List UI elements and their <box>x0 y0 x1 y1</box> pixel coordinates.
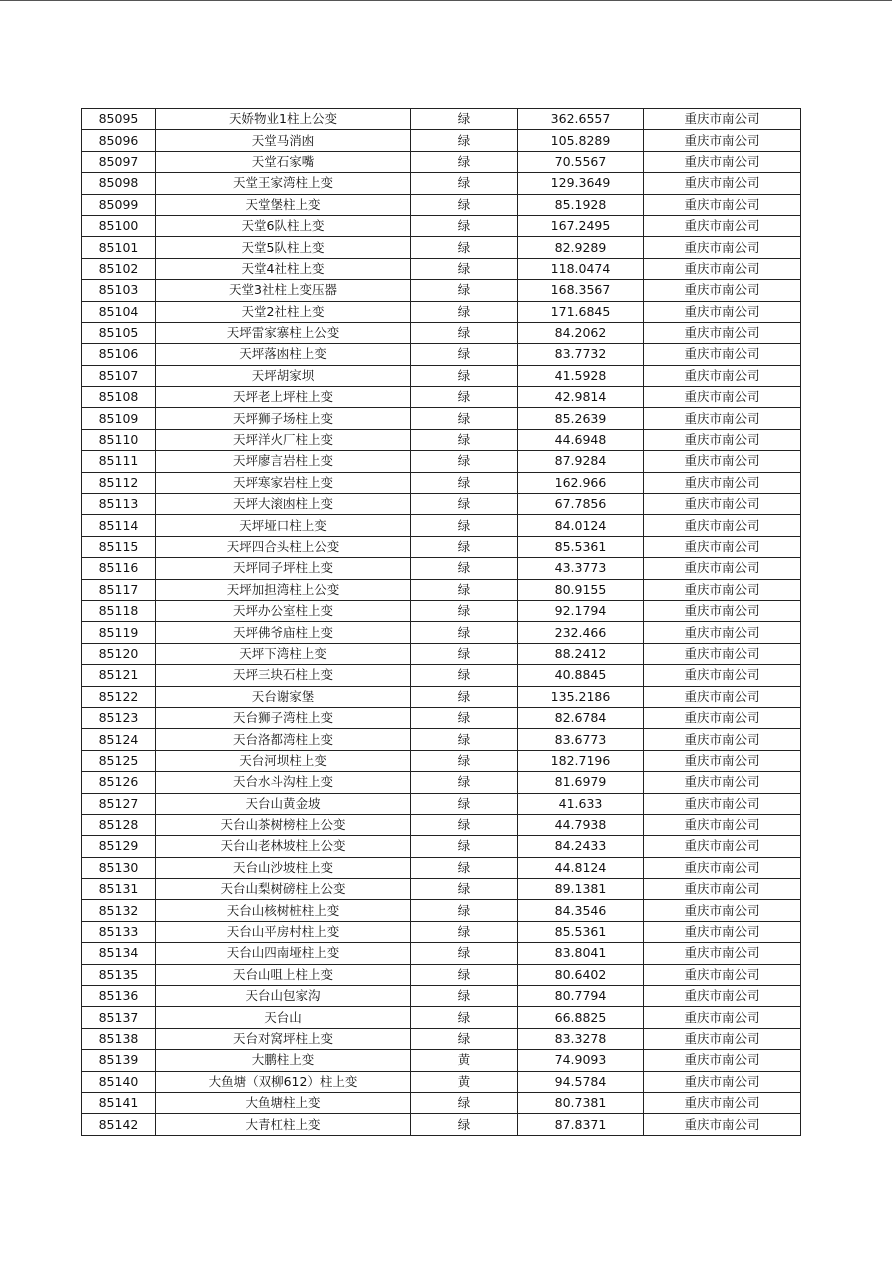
table-row <box>82 451 801 472</box>
color-code-cell: 绿 <box>411 622 518 643</box>
value-cell: 84.2062 <box>518 322 644 343</box>
company-cell: 重庆市南公司 <box>644 622 801 643</box>
id-cell: 85127 <box>82 793 156 814</box>
company-cell: 重庆市南公司 <box>644 707 801 728</box>
table-row <box>82 579 801 600</box>
color-code-cell: 绿 <box>411 109 518 130</box>
color-code-cell: 绿 <box>411 429 518 450</box>
company-cell: 重庆市南公司 <box>644 258 801 279</box>
id-cell: 85124 <box>82 729 156 750</box>
name-cell: 天堂3社柱上变压器 <box>156 280 411 301</box>
table-row <box>82 686 801 707</box>
table-row <box>82 750 801 771</box>
table-row <box>82 194 801 215</box>
name-cell: 大青杠柱上变 <box>156 1114 411 1135</box>
table-row <box>82 814 801 835</box>
id-cell: 85134 <box>82 943 156 964</box>
company-cell: 重庆市南公司 <box>644 472 801 493</box>
id-cell: 85141 <box>82 1092 156 1113</box>
table-row <box>82 215 801 236</box>
company-cell: 重庆市南公司 <box>644 600 801 621</box>
color-code-cell: 黄 <box>411 1071 518 1092</box>
name-cell: 天坪廖言岩柱上变 <box>156 451 411 472</box>
table-row <box>82 1092 801 1113</box>
company-cell: 重庆市南公司 <box>644 921 801 942</box>
color-code-cell: 绿 <box>411 1028 518 1049</box>
color-code-cell: 绿 <box>411 729 518 750</box>
company-cell: 重庆市南公司 <box>644 429 801 450</box>
table-row <box>82 857 801 878</box>
name-cell: 天台山平房村柱上变 <box>156 921 411 942</box>
value-cell: 82.9289 <box>518 237 644 258</box>
color-code-cell: 绿 <box>411 536 518 557</box>
company-cell: 重庆市南公司 <box>644 237 801 258</box>
company-cell: 重庆市南公司 <box>644 579 801 600</box>
name-cell: 天坪四合头柱上公变 <box>156 536 411 557</box>
value-cell: 162.966 <box>518 472 644 493</box>
table-row <box>82 665 801 686</box>
name-cell: 天坪狮子场柱上变 <box>156 408 411 429</box>
table-row <box>82 344 801 365</box>
id-cell: 85136 <box>82 986 156 1007</box>
id-cell: 85135 <box>82 964 156 985</box>
company-cell: 重庆市南公司 <box>644 280 801 301</box>
id-cell: 85123 <box>82 707 156 728</box>
name-cell: 大鹏柱上变 <box>156 1050 411 1071</box>
company-cell: 重庆市南公司 <box>644 793 801 814</box>
value-cell: 168.3567 <box>518 280 644 301</box>
id-cell: 85105 <box>82 322 156 343</box>
table-row <box>82 429 801 450</box>
name-cell: 天坪垭口柱上变 <box>156 515 411 536</box>
color-code-cell: 绿 <box>411 836 518 857</box>
company-cell: 重庆市南公司 <box>644 515 801 536</box>
company-cell: 重庆市南公司 <box>644 1071 801 1092</box>
company-cell: 重庆市南公司 <box>644 1028 801 1049</box>
id-cell: 85112 <box>82 472 156 493</box>
id-cell: 85133 <box>82 921 156 942</box>
color-code-cell: 绿 <box>411 451 518 472</box>
color-code-cell: 绿 <box>411 237 518 258</box>
value-cell: 41.5928 <box>518 365 644 386</box>
id-cell: 85137 <box>82 1007 156 1028</box>
name-cell: 天坪同子坪柱上变 <box>156 558 411 579</box>
company-cell: 重庆市南公司 <box>644 943 801 964</box>
id-cell: 85115 <box>82 536 156 557</box>
value-cell: 105.8289 <box>518 130 644 151</box>
color-code-cell: 绿 <box>411 344 518 365</box>
company-cell: 重庆市南公司 <box>644 215 801 236</box>
color-code-cell: 绿 <box>411 301 518 322</box>
table-row <box>82 301 801 322</box>
value-cell: 232.466 <box>518 622 644 643</box>
table-row <box>82 793 801 814</box>
id-cell: 85131 <box>82 879 156 900</box>
color-code-cell: 绿 <box>411 173 518 194</box>
color-code-cell: 绿 <box>411 750 518 771</box>
id-cell: 85132 <box>82 900 156 921</box>
table-row <box>82 258 801 279</box>
name-cell: 天台山梨树磅柱上公变 <box>156 879 411 900</box>
color-code-cell: 绿 <box>411 1114 518 1135</box>
company-cell: 重庆市南公司 <box>644 665 801 686</box>
id-cell: 85126 <box>82 772 156 793</box>
table-row <box>82 986 801 1007</box>
company-cell: 重庆市南公司 <box>644 836 801 857</box>
name-cell: 天台水斗沟柱上变 <box>156 772 411 793</box>
name-cell: 天坪佛爷庙柱上变 <box>156 622 411 643</box>
id-cell: 85118 <box>82 600 156 621</box>
table-row <box>82 472 801 493</box>
color-code-cell: 绿 <box>411 494 518 515</box>
name-cell: 天堂6队柱上变 <box>156 215 411 236</box>
company-cell: 重庆市南公司 <box>644 194 801 215</box>
company-cell: 重庆市南公司 <box>644 130 801 151</box>
table-row <box>82 643 801 664</box>
value-cell: 362.6557 <box>518 109 644 130</box>
value-cell: 84.2433 <box>518 836 644 857</box>
value-cell: 41.633 <box>518 793 644 814</box>
value-cell: 171.6845 <box>518 301 644 322</box>
name-cell: 天台山包家沟 <box>156 986 411 1007</box>
id-cell: 85107 <box>82 365 156 386</box>
company-cell: 重庆市南公司 <box>644 451 801 472</box>
table-row <box>82 173 801 194</box>
name-cell: 天堂王家湾柱上变 <box>156 173 411 194</box>
value-cell: 80.6402 <box>518 964 644 985</box>
table-row <box>82 237 801 258</box>
value-cell: 85.2639 <box>518 408 644 429</box>
id-cell: 85110 <box>82 429 156 450</box>
value-cell: 182.7196 <box>518 750 644 771</box>
value-cell: 82.6784 <box>518 707 644 728</box>
value-cell: 42.9814 <box>518 387 644 408</box>
name-cell: 天台山老林坡柱上公变 <box>156 836 411 857</box>
value-cell: 40.8845 <box>518 665 644 686</box>
color-code-cell: 绿 <box>411 365 518 386</box>
color-code-cell: 绿 <box>411 643 518 664</box>
company-cell: 重庆市南公司 <box>644 1050 801 1071</box>
color-code-cell: 绿 <box>411 600 518 621</box>
table-row <box>82 1028 801 1049</box>
name-cell: 天坪寒家岩柱上变 <box>156 472 411 493</box>
name-cell: 天台山咀上柱上变 <box>156 964 411 985</box>
value-cell: 135.2186 <box>518 686 644 707</box>
company-cell: 重庆市南公司 <box>644 857 801 878</box>
company-cell: 重庆市南公司 <box>644 964 801 985</box>
color-code-cell: 绿 <box>411 707 518 728</box>
table-row <box>82 536 801 557</box>
id-cell: 85129 <box>82 836 156 857</box>
table-row <box>82 622 801 643</box>
name-cell: 天台山四南垭柱上变 <box>156 943 411 964</box>
color-code-cell: 绿 <box>411 387 518 408</box>
id-cell: 85098 <box>82 173 156 194</box>
color-code-cell: 绿 <box>411 194 518 215</box>
id-cell: 85096 <box>82 130 156 151</box>
name-cell: 天台山黄金坡 <box>156 793 411 814</box>
name-cell: 天堂4社柱上变 <box>156 258 411 279</box>
value-cell: 118.0474 <box>518 258 644 279</box>
name-cell: 天坪三块石柱上变 <box>156 665 411 686</box>
value-cell: 43.3773 <box>518 558 644 579</box>
table-row <box>82 1007 801 1028</box>
id-cell: 85122 <box>82 686 156 707</box>
value-cell: 66.8825 <box>518 1007 644 1028</box>
id-cell: 85117 <box>82 579 156 600</box>
table-row <box>82 836 801 857</box>
table-row <box>82 707 801 728</box>
name-cell: 天堂石家嘴 <box>156 151 411 172</box>
table-row <box>82 151 801 172</box>
table-row <box>82 900 801 921</box>
id-cell: 85139 <box>82 1050 156 1071</box>
value-cell: 80.9155 <box>518 579 644 600</box>
color-code-cell: 绿 <box>411 900 518 921</box>
name-cell: 天堂马消凼 <box>156 130 411 151</box>
table-row <box>82 1114 801 1135</box>
name-cell: 天坪胡家坝 <box>156 365 411 386</box>
name-cell: 天台山核树桩柱上变 <box>156 900 411 921</box>
value-cell: 44.6948 <box>518 429 644 450</box>
id-cell: 85121 <box>82 665 156 686</box>
company-cell: 重庆市南公司 <box>644 900 801 921</box>
company-cell: 重庆市南公司 <box>644 1007 801 1028</box>
company-cell: 重庆市南公司 <box>644 536 801 557</box>
table-row <box>82 408 801 429</box>
table-row <box>82 494 801 515</box>
id-cell: 85104 <box>82 301 156 322</box>
color-code-cell: 绿 <box>411 322 518 343</box>
table-row <box>82 1071 801 1092</box>
table-row <box>82 1050 801 1071</box>
color-code-cell: 绿 <box>411 472 518 493</box>
id-cell: 85114 <box>82 515 156 536</box>
id-cell: 85128 <box>82 814 156 835</box>
company-cell: 重庆市南公司 <box>644 558 801 579</box>
company-cell: 重庆市南公司 <box>644 408 801 429</box>
name-cell: 天台洛都湾柱上变 <box>156 729 411 750</box>
value-cell: 83.3278 <box>518 1028 644 1049</box>
name-cell: 天台狮子湾柱上变 <box>156 707 411 728</box>
value-cell: 80.7381 <box>518 1092 644 1113</box>
id-cell: 85116 <box>82 558 156 579</box>
company-cell: 重庆市南公司 <box>644 643 801 664</box>
table-row <box>82 879 801 900</box>
id-cell: 85130 <box>82 857 156 878</box>
id-cell: 85101 <box>82 237 156 258</box>
company-cell: 重庆市南公司 <box>644 1114 801 1135</box>
company-cell: 重庆市南公司 <box>644 151 801 172</box>
page-top-border <box>0 0 892 1</box>
table-row <box>82 600 801 621</box>
table-body <box>82 109 801 1136</box>
value-cell: 129.3649 <box>518 173 644 194</box>
color-code-cell: 绿 <box>411 665 518 686</box>
value-cell: 85.5361 <box>518 536 644 557</box>
id-cell: 85106 <box>82 344 156 365</box>
table-row <box>82 921 801 942</box>
color-code-cell: 绿 <box>411 814 518 835</box>
color-code-cell: 绿 <box>411 793 518 814</box>
color-code-cell: 绿 <box>411 515 518 536</box>
company-cell: 重庆市南公司 <box>644 494 801 515</box>
company-cell: 重庆市南公司 <box>644 173 801 194</box>
color-code-cell: 绿 <box>411 558 518 579</box>
value-cell: 94.5784 <box>518 1071 644 1092</box>
name-cell: 天台山沙坡柱上变 <box>156 857 411 878</box>
color-code-cell: 绿 <box>411 943 518 964</box>
value-cell: 44.8124 <box>518 857 644 878</box>
company-cell: 重庆市南公司 <box>644 750 801 771</box>
color-code-cell: 绿 <box>411 921 518 942</box>
id-cell: 85142 <box>82 1114 156 1135</box>
value-cell: 83.8041 <box>518 943 644 964</box>
name-cell: 天坪大滚凼柱上变 <box>156 494 411 515</box>
name-cell: 天坪雷家寨柱上公变 <box>156 322 411 343</box>
name-cell: 天台山 <box>156 1007 411 1028</box>
table-row <box>82 365 801 386</box>
name-cell: 天坪办公室柱上变 <box>156 600 411 621</box>
color-code-cell: 绿 <box>411 215 518 236</box>
table-row <box>82 109 801 130</box>
table-row <box>82 387 801 408</box>
id-cell: 85100 <box>82 215 156 236</box>
color-code-cell: 黄 <box>411 1050 518 1071</box>
table-row <box>82 772 801 793</box>
id-cell: 85113 <box>82 494 156 515</box>
value-cell: 44.7938 <box>518 814 644 835</box>
id-cell: 85102 <box>82 258 156 279</box>
color-code-cell: 绿 <box>411 408 518 429</box>
value-cell: 85.1928 <box>518 194 644 215</box>
color-code-cell: 绿 <box>411 986 518 1007</box>
company-cell: 重庆市南公司 <box>644 1092 801 1113</box>
value-cell: 85.5361 <box>518 921 644 942</box>
value-cell: 67.7856 <box>518 494 644 515</box>
name-cell: 天堂堡柱上变 <box>156 194 411 215</box>
name-cell: 天坪落凼柱上变 <box>156 344 411 365</box>
color-code-cell: 绿 <box>411 686 518 707</box>
value-cell: 89.1381 <box>518 879 644 900</box>
id-cell: 85120 <box>82 643 156 664</box>
table-row <box>82 729 801 750</box>
id-cell: 85119 <box>82 622 156 643</box>
value-cell: 84.3546 <box>518 900 644 921</box>
value-cell: 81.6979 <box>518 772 644 793</box>
company-cell: 重庆市南公司 <box>644 365 801 386</box>
name-cell: 天台山茶树榜柱上公变 <box>156 814 411 835</box>
name-cell: 天坪洋火厂柱上变 <box>156 429 411 450</box>
id-cell: 85099 <box>82 194 156 215</box>
id-cell: 85097 <box>82 151 156 172</box>
color-code-cell: 绿 <box>411 1007 518 1028</box>
table-row <box>82 558 801 579</box>
id-cell: 85095 <box>82 109 156 130</box>
value-cell: 70.5567 <box>518 151 644 172</box>
value-cell: 80.7794 <box>518 986 644 1007</box>
name-cell: 天娇物业1柱上公变 <box>156 109 411 130</box>
color-code-cell: 绿 <box>411 879 518 900</box>
company-cell: 重庆市南公司 <box>644 109 801 130</box>
company-cell: 重庆市南公司 <box>644 729 801 750</box>
color-code-cell: 绿 <box>411 857 518 878</box>
id-cell: 85108 <box>82 387 156 408</box>
value-cell: 87.9284 <box>518 451 644 472</box>
color-code-cell: 绿 <box>411 280 518 301</box>
color-code-cell: 绿 <box>411 964 518 985</box>
name-cell: 天坪下湾柱上变 <box>156 643 411 664</box>
color-code-cell: 绿 <box>411 579 518 600</box>
value-cell: 83.7732 <box>518 344 644 365</box>
company-cell: 重庆市南公司 <box>644 879 801 900</box>
id-cell: 85140 <box>82 1071 156 1092</box>
value-cell: 88.2412 <box>518 643 644 664</box>
table-row <box>82 964 801 985</box>
id-cell: 85103 <box>82 280 156 301</box>
id-cell: 85138 <box>82 1028 156 1049</box>
name-cell: 天堂2社柱上变 <box>156 301 411 322</box>
company-cell: 重庆市南公司 <box>644 772 801 793</box>
color-code-cell: 绿 <box>411 130 518 151</box>
table-row <box>82 280 801 301</box>
name-cell: 天台对窝坪柱上变 <box>156 1028 411 1049</box>
value-cell: 92.1794 <box>518 600 644 621</box>
name-cell: 大鱼塘（双柳612）柱上变 <box>156 1071 411 1092</box>
color-code-cell: 绿 <box>411 772 518 793</box>
value-cell: 87.8371 <box>518 1114 644 1135</box>
color-code-cell: 绿 <box>411 151 518 172</box>
id-cell: 85111 <box>82 451 156 472</box>
value-cell: 167.2495 <box>518 215 644 236</box>
name-cell: 大鱼塘柱上变 <box>156 1092 411 1113</box>
data-table <box>81 108 801 1136</box>
value-cell: 84.0124 <box>518 515 644 536</box>
value-cell: 83.6773 <box>518 729 644 750</box>
table-row <box>82 322 801 343</box>
id-cell: 85125 <box>82 750 156 771</box>
table-row <box>82 515 801 536</box>
name-cell: 天堂5队柱上变 <box>156 237 411 258</box>
color-code-cell: 绿 <box>411 258 518 279</box>
id-cell: 85109 <box>82 408 156 429</box>
name-cell: 天坪加担湾柱上公变 <box>156 579 411 600</box>
name-cell: 天坪老上坪柱上变 <box>156 387 411 408</box>
name-cell: 天台谢家堡 <box>156 686 411 707</box>
name-cell: 天台河坝柱上变 <box>156 750 411 771</box>
company-cell: 重庆市南公司 <box>644 344 801 365</box>
table-row <box>82 130 801 151</box>
table-row <box>82 943 801 964</box>
company-cell: 重庆市南公司 <box>644 986 801 1007</box>
company-cell: 重庆市南公司 <box>644 322 801 343</box>
company-cell: 重庆市南公司 <box>644 814 801 835</box>
value-cell: 74.9093 <box>518 1050 644 1071</box>
company-cell: 重庆市南公司 <box>644 301 801 322</box>
company-cell: 重庆市南公司 <box>644 686 801 707</box>
company-cell: 重庆市南公司 <box>644 387 801 408</box>
color-code-cell: 绿 <box>411 1092 518 1113</box>
